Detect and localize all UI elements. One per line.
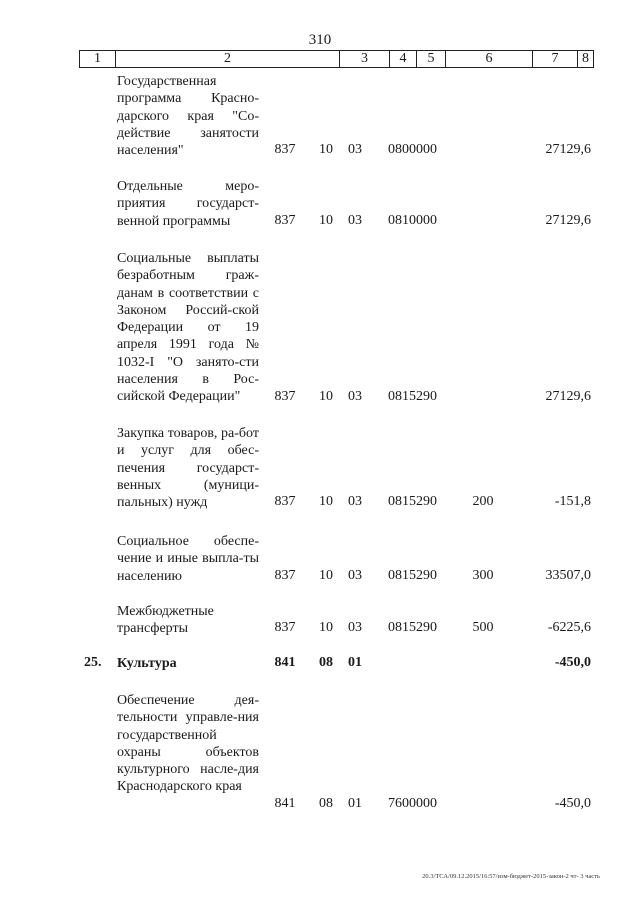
row-name: Отдельные меро-приятия государст-венной программы — [117, 179, 259, 229]
row-code-6: 0815290 — [388, 389, 437, 404]
row-code-3: 837 — [274, 389, 296, 404]
row-amount: 27129,6 — [545, 142, 591, 157]
row-code-3: 837 — [274, 142, 296, 157]
row-code-7: 200 — [472, 494, 494, 509]
row-name: Обеспечение дея-тельности управле-ния государственной охраны объектов культурного насле-дия Краснодарского края — [117, 693, 259, 795]
row-code-5: 03 — [348, 142, 362, 157]
row-code-3: 837 — [274, 568, 296, 583]
row-code-5: 03 — [348, 568, 362, 583]
row-code-5: 03 — [348, 620, 362, 635]
row-code-7: 300 — [472, 568, 494, 583]
row-code-5: 01 — [348, 796, 362, 811]
row-code-6: 0815290 — [388, 568, 437, 583]
row-amount: 27129,6 — [545, 389, 591, 404]
section-number: 25. — [84, 655, 102, 670]
row-code-3: 841 — [274, 655, 296, 670]
column-header-1: 1 — [80, 51, 116, 67]
row-code-4: 08 — [319, 796, 333, 811]
column-header-6: 6 — [446, 51, 533, 67]
row-code-6: 0815290 — [388, 620, 437, 635]
row-code-6: 0810000 — [388, 213, 437, 228]
column-header-row — [79, 50, 594, 68]
row-code-6: 0800000 — [388, 142, 437, 157]
row-amount: 33507,0 — [545, 568, 591, 583]
row-code-5: 01 — [348, 655, 362, 670]
row-name: Межбюджетные трансферты — [117, 604, 214, 637]
column-header-4: 4 — [390, 51, 417, 67]
row-code-4: 08 — [319, 655, 333, 670]
row-code-3: 837 — [274, 213, 296, 228]
column-header-8: 8 — [582, 51, 589, 66]
row-code-3: 837 — [274, 620, 296, 635]
row-amount: -450,0 — [554, 796, 591, 811]
row-code-5: 03 — [348, 389, 362, 404]
row-code-4: 10 — [319, 213, 333, 228]
row-code-5: 03 — [348, 213, 362, 228]
row-name: Государственная программа Красно-дарского края "Со-действие занятости населения" — [117, 74, 259, 159]
row-code-4: 10 — [319, 620, 333, 635]
row-code-3: 841 — [274, 796, 296, 811]
row-code-4: 10 — [319, 389, 333, 404]
column-header-5: 5 — [417, 51, 446, 67]
row-code-4: 10 — [319, 494, 333, 509]
row-code-6: 0815290 — [388, 494, 437, 509]
column-header-2: 2 — [116, 51, 340, 67]
row-amount: 27129,6 — [545, 213, 591, 228]
section-title: Культура — [117, 656, 177, 671]
row-amount: -151,8 — [554, 494, 591, 509]
row-name: Социальное обеспе-чение и иные выпла-ты населению — [117, 534, 259, 584]
row-code-4: 10 — [319, 568, 333, 583]
document-footer: 20.3/ТСА/09.12.2015/16:57/изм-бюджет-2015-закон-2 чт- 3 часть — [422, 873, 600, 880]
page-number: 310 — [308, 32, 332, 48]
row-amount: -450,0 — [554, 655, 591, 670]
row-name: Закупка товаров, ра-бот и услуг для обес-печения государст-венных (муници-пальных) нужд — [117, 426, 259, 511]
row-amount: -6225,6 — [547, 620, 591, 635]
column-header-3: 3 — [340, 51, 390, 67]
row-code-6: 7600000 — [388, 796, 437, 811]
row-code-5: 03 — [348, 494, 362, 509]
row-code-7: 500 — [472, 620, 494, 635]
row-name: Социальные выплаты безработным граж-данам в соответствии с Законом Россий-ской Федерации от 19 апреля 1991 года № 1032-I "О занято-сти населения в Рос-сийской Федерации" — [117, 251, 259, 405]
column-header-7: 7 — [533, 51, 578, 67]
row-code-4: 10 — [319, 142, 333, 157]
row-code-3: 837 — [274, 494, 296, 509]
